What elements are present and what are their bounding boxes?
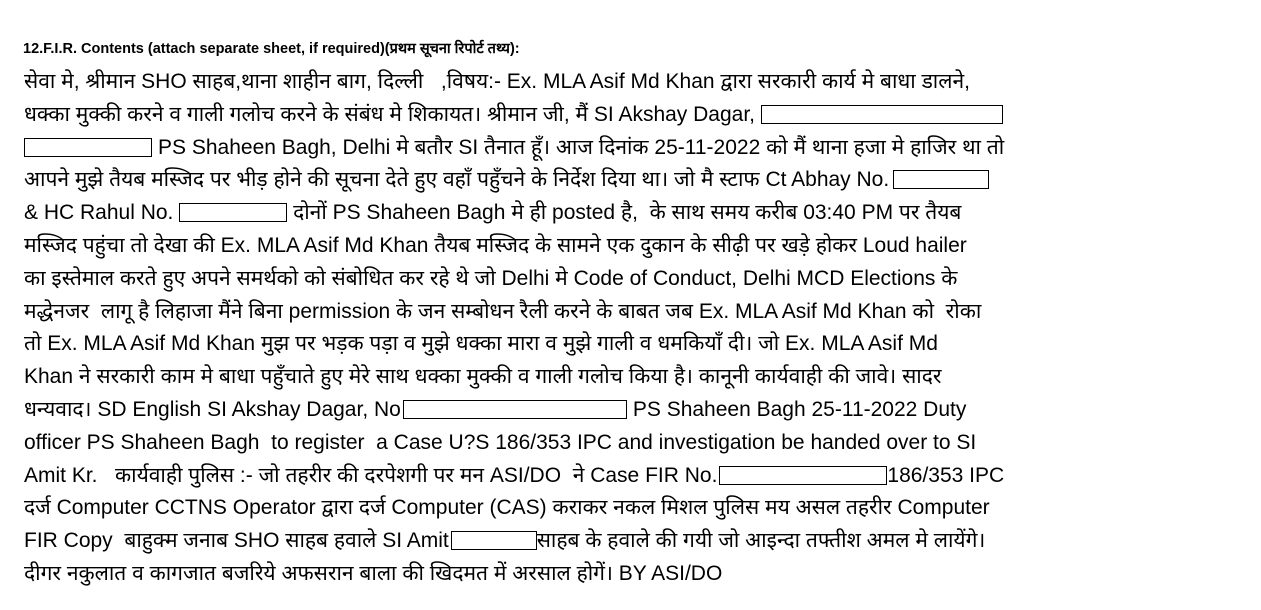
text-line-16 (24, 558, 1239, 591)
line-text: दीगर नकुलात व कागजात बजरिये अफसरान बाला की खिदमत में अरसाल होगें। BY ASI/DO (24, 561, 723, 585)
redacted-box (403, 400, 627, 419)
section-heading: 12.F.I.R. Contents (attach separate sheet, if required)(प्रथम सूचना रिपोर्ट तथ्य): (23, 41, 520, 57)
redacted-box (451, 531, 537, 550)
line-text: सेवा मे, श्रीमान SHO साहब,थाना शाहीन बाग, दिल्ली ,विषय:- Ex. MLA Asif Md Khan द्वारा सरकारी कार्य मे बाधा डालने, (24, 70, 970, 93)
line-text: मस्जिद पहुंचा तो देखा की Ex. MLA Asif Md Khan तैयब मस्जिद के सामने एक दुकान के सीढ़ी पर खड़े होकर Loud hailer (24, 233, 967, 257)
text-line-13 (24, 460, 1239, 493)
line-text: दर्ज Computer CCTNS Operator द्वारा दर्ज Computer (CAS) कराकर नकल मिशल पुलिस मय असल तहरीर Computer (24, 496, 990, 520)
redacted-box (893, 170, 989, 189)
line-text: PS Shaheen Bagh 25-11-2022 Duty (632, 397, 967, 421)
redacted-box (761, 105, 1003, 124)
line-text: धन्यवाद। SD English SI Akshay Dagar, No (24, 397, 401, 421)
text-line-8 (24, 296, 1239, 329)
line-text: आपने मुझे तैयब मस्जिद पर भीड़ होने की सूचना देते हुए वहाँ पहुँचने के निर्देश दिया था। जो मै स्टाफ Ct Abhay No. (24, 168, 890, 192)
text-line-7 (24, 263, 1239, 296)
text-line-6 (24, 230, 1239, 263)
text-line-12 (24, 427, 1239, 460)
line-text: धक्का मुक्की करने व गाली गलोच करने के संबंध मे शिकायत। श्रीमान जी, मैं SI Akshay Dagar, (24, 102, 756, 126)
text-line-10 (24, 361, 1239, 394)
text-line-9 (24, 328, 1239, 361)
line-text: Khan ने सरकारी काम मे बाधा पहुँचाते हुए मेरे साथ धक्का मुक्की व गाली गलोच किया है। कानूनी कार्यवाही की जावे। सादर (24, 365, 942, 389)
text-line-15 (24, 525, 1239, 558)
text-line-5 (24, 197, 1239, 230)
text-line-4 (24, 164, 1239, 197)
line-text: 186/353 IPC (887, 463, 1005, 487)
line-text: दोनों PS Shaheen Bagh मे ही posted है, के साथ समय करीब 03:40 PM पर तैयब (287, 201, 962, 225)
fir-contents-body (24, 66, 1239, 591)
redacted-box (179, 203, 287, 222)
line-text: तो Ex. MLA Asif Md Khan मुझ पर भड़क पड़ा व मुझे धक्का मारा व मुझे गाली व धमकियाँ दी। जो Ex. MLA Asif Md (24, 332, 938, 356)
text-line-11 (24, 394, 1239, 427)
line-text: officer PS Shaheen Bagh to register a Case U?S 186/353 IPC and investigation be handed over to SI (24, 430, 977, 454)
line-text: मद्धेनजर लागू है लिहाजा मैंने बिना permission के जन सम्बोधन रैली करने के बाबत जब Ex. MLA Asif Md Khan को रोका (24, 299, 982, 323)
line-text: का इस्तेमाल करते हुए अपने समर्थको को संबोधित कर रहे थे जो Delhi मे Code of Conduct, Delhi MCD Elections के (24, 266, 958, 290)
text-line-1 (24, 66, 1239, 99)
line-text: FIR Copy बाहुक्म जनाब SHO साहब हवाले SI Amit (24, 529, 449, 553)
text-line-3 (24, 132, 1239, 165)
text-line-14 (24, 492, 1239, 525)
line-text: PS Shaheen Bagh, Delhi मे बतौर SI तैनात हूँ। आज दिनांक 25-11-2022 को मैं थाना हजा मे हाजिर था तो (158, 135, 1005, 159)
line-text: साहब के हवाले की गयी जो आइन्दा तफ्तीश अमल मे लायेंगे। (536, 529, 986, 553)
line-text: & HC Rahul No. (24, 201, 180, 225)
text-line-2 (24, 99, 1239, 132)
redacted-box (24, 138, 152, 157)
redacted-box (719, 466, 887, 485)
line-text: Amit Kr. कार्यवाही पुलिस :- जो तहरीर की दरपेशगी पर मन ASI/DO ने Case FIR No. (24, 463, 718, 487)
